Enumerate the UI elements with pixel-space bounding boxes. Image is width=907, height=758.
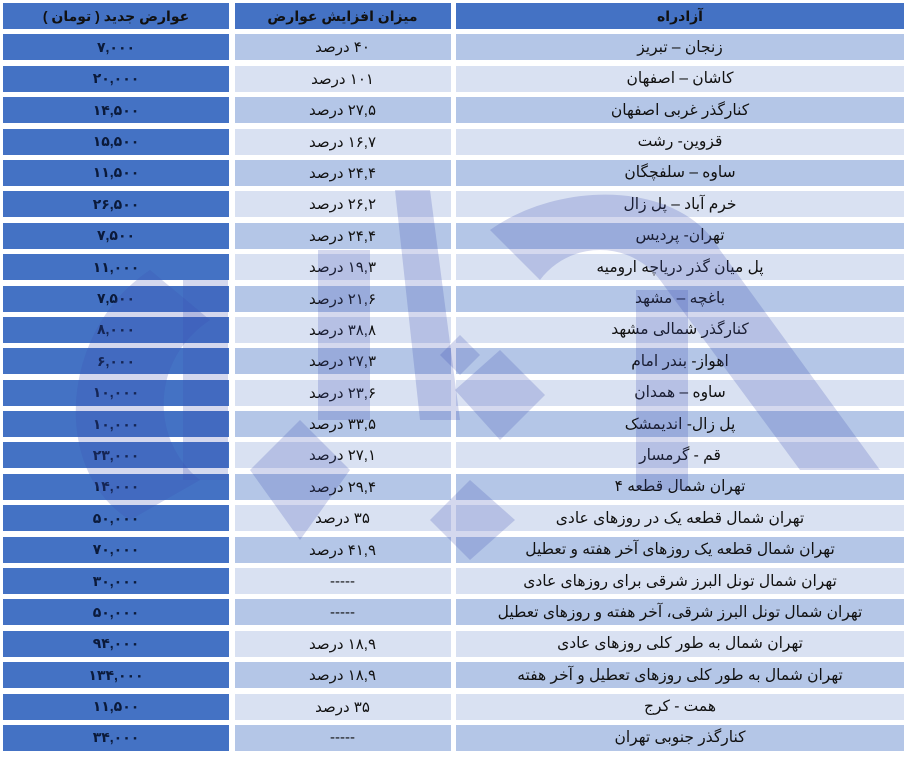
freeway-cell: تهران شمال قطعه یک روزهای آخر هفته و تعطیل — [456, 537, 904, 563]
freeway-cell: تهران شمال تونل البرز شرقی برای روزهای عادی — [456, 568, 904, 594]
new-toll-cell: ۸,۰۰۰ — [3, 317, 229, 343]
new-toll-cell: ۲۰,۰۰۰ — [3, 66, 229, 92]
new-toll-cell: ۱۱,۵۰۰ — [3, 160, 229, 186]
freeway-cell: تهران شمال به طور کلی روزهای عادی — [456, 631, 904, 657]
freeway-cell: کنارگذر جنوبی تهران — [456, 725, 904, 751]
increase-cell: ----- — [235, 568, 451, 594]
increase-cell: ۲۳,۶ درصد — [235, 380, 451, 406]
new-toll-cell: ۳۴,۰۰۰ — [3, 725, 229, 751]
table-row — [3, 254, 904, 280]
new-toll-cell: ۳۰,۰۰۰ — [3, 568, 229, 594]
freeway-cell: همت - کرج — [456, 694, 904, 720]
new-toll-cell: ۲۳,۰۰۰ — [3, 442, 229, 468]
table-row — [3, 34, 904, 60]
table-row — [3, 317, 904, 343]
new-toll-cell: ۱۴,۰۰۰ — [3, 474, 229, 500]
increase-cell: ۲۶,۲ درصد — [235, 191, 451, 217]
increase-cell: ۲۴,۴ درصد — [235, 160, 451, 186]
table-row — [3, 505, 904, 531]
table-row — [3, 599, 904, 625]
new-toll-cell: ۱۴,۵۰۰ — [3, 97, 229, 123]
freeway-cell: کنارگذر غربی اصفهان — [456, 97, 904, 123]
freeway-cell: باغچه – مشهد — [456, 286, 904, 312]
freeway-cell: تهران شمال به طور کلی روزهای تعطیل و آخر هفته — [456, 662, 904, 688]
table-row — [3, 631, 904, 657]
freeway-cell: قم - گرمسار — [456, 442, 904, 468]
new-toll-cell: ۷,۵۰۰ — [3, 223, 229, 249]
new-toll-cell: ۱۰,۰۰۰ — [3, 380, 229, 406]
freeway-cell: تهران شمال تونل البرز شرقی، آخر هفته و روزهای تعطیل — [456, 599, 904, 625]
table-row — [3, 537, 904, 563]
increase-cell: ۱۸,۹ درصد — [235, 631, 451, 657]
table-row — [3, 411, 904, 437]
header-increase: میزان افزایش عوارض — [235, 3, 451, 29]
freeway-cell: اهواز- بندر امام — [456, 348, 904, 374]
increase-cell: ----- — [235, 599, 451, 625]
increase-cell: ۳۳,۵ درصد — [235, 411, 451, 437]
table-row — [3, 97, 904, 123]
new-toll-cell: ۷,۰۰۰ — [3, 34, 229, 60]
new-toll-cell: ۱۱,۵۰۰ — [3, 694, 229, 720]
increase-cell: ۳۵ درصد — [235, 694, 451, 720]
table-row — [3, 725, 904, 751]
freeway-cell: پل زال- اندیمشک — [456, 411, 904, 437]
header-freeway: آزادراه — [456, 3, 904, 29]
increase-cell: ۲۹,۴ درصد — [235, 474, 451, 500]
freeway-cell: ساوه – سلفچگان — [456, 160, 904, 186]
table-row — [3, 348, 904, 374]
table-row — [3, 160, 904, 186]
new-toll-cell: ۱۳۴,۰۰۰ — [3, 662, 229, 688]
freeway-cell: تهران شمال قطعه یک در روزهای عادی — [456, 505, 904, 531]
increase-cell: ۳۸,۸ درصد — [235, 317, 451, 343]
increase-cell: ۲۷,۳ درصد — [235, 348, 451, 374]
increase-cell: ۴۰ درصد — [235, 34, 451, 60]
table-row — [3, 442, 904, 468]
freeway-cell: تهران- پردیس — [456, 223, 904, 249]
increase-cell: ۱۸,۹ درصد — [235, 662, 451, 688]
table-row — [3, 129, 904, 155]
new-toll-cell: ۷,۵۰۰ — [3, 286, 229, 312]
new-toll-cell: ۱۱,۰۰۰ — [3, 254, 229, 280]
increase-cell: ----- — [235, 725, 451, 751]
increase-cell: ۱۰۱ درصد — [235, 66, 451, 92]
new-toll-cell: ۱۰,۰۰۰ — [3, 411, 229, 437]
freeway-cell: پل میان گذر دریاچه ارومیه — [456, 254, 904, 280]
new-toll-cell: ۷۰,۰۰۰ — [3, 537, 229, 563]
header-new-toll: عوارض جدید ( تومان ) — [3, 3, 229, 29]
table-row — [3, 223, 904, 249]
freeway-cell: کاشان – اصفهان — [456, 66, 904, 92]
new-toll-cell: ۱۵,۵۰۰ — [3, 129, 229, 155]
freeway-cell: قزوین- رشت — [456, 129, 904, 155]
freeway-cell: خرم آباد – پل زال — [456, 191, 904, 217]
new-toll-cell: ۵۰,۰۰۰ — [3, 599, 229, 625]
increase-cell: ۱۶,۷ درصد — [235, 129, 451, 155]
table-row — [3, 191, 904, 217]
table-row — [3, 568, 904, 594]
increase-cell: ۲۱,۶ درصد — [235, 286, 451, 312]
new-toll-cell: ۲۶,۵۰۰ — [3, 191, 229, 217]
new-toll-cell: ۶,۰۰۰ — [3, 348, 229, 374]
increase-cell: ۲۷,۵ درصد — [235, 97, 451, 123]
freeway-cell: تهران شمال قطعه ۴ — [456, 474, 904, 500]
freeway-cell: ساوه – همدان — [456, 380, 904, 406]
new-toll-cell: ۹۴,۰۰۰ — [3, 631, 229, 657]
table-row — [3, 474, 904, 500]
new-toll-cell: ۵۰,۰۰۰ — [3, 505, 229, 531]
table-row — [3, 662, 904, 688]
increase-cell: ۲۴,۴ درصد — [235, 223, 451, 249]
freeway-cell: زنجان – تبریز — [456, 34, 904, 60]
increase-cell: ۱۹,۳ درصد — [235, 254, 451, 280]
table-row — [3, 286, 904, 312]
table-row — [3, 66, 904, 92]
toll-table — [3, 3, 904, 751]
table-row — [3, 694, 904, 720]
freeway-cell: کنارگذر شمالی مشهد — [456, 317, 904, 343]
increase-cell: ۲۷,۱ درصد — [235, 442, 451, 468]
table-row — [3, 380, 904, 406]
table-header-row — [3, 3, 904, 29]
increase-cell: ۳۵ درصد — [235, 505, 451, 531]
increase-cell: ۴۱,۹ درصد — [235, 537, 451, 563]
